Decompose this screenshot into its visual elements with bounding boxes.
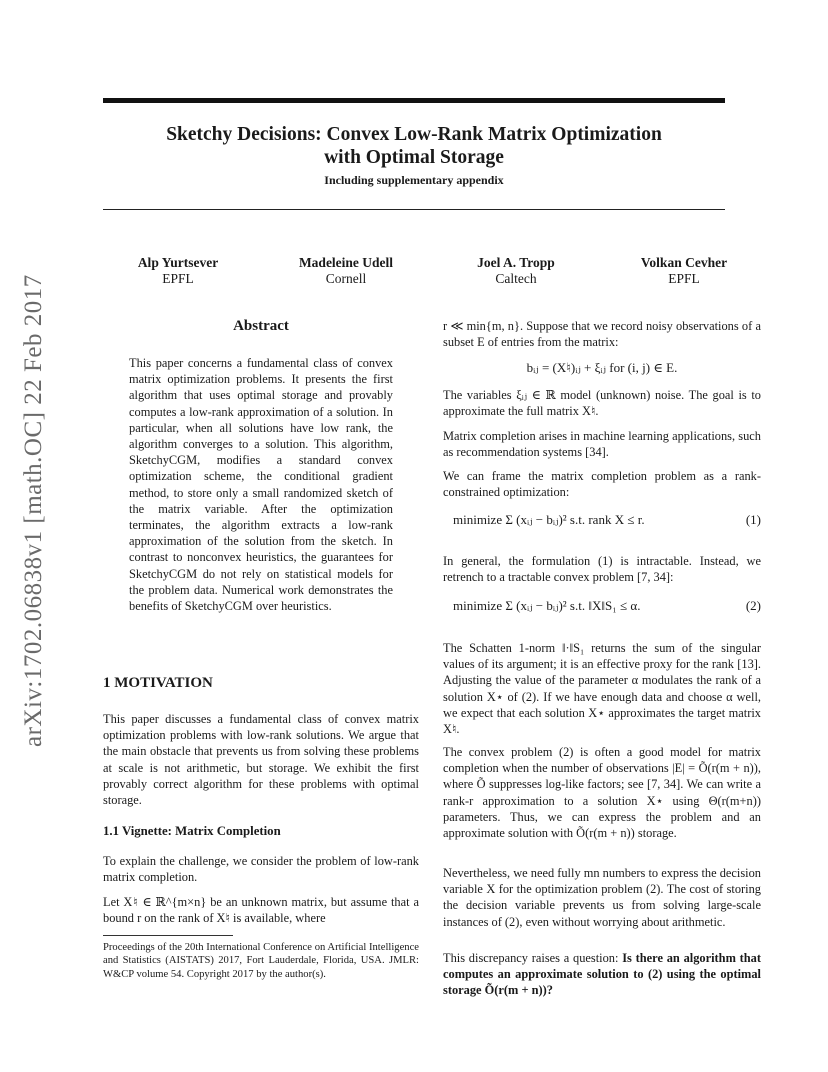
title-top-rule: [103, 98, 725, 103]
abstract-heading: Abstract: [233, 318, 289, 334]
right-paragraph-4: We can frame the matrix completion problem as a rank-constrained optimization:: [443, 469, 761, 500]
equation-2-number: (2): [745, 598, 761, 613]
author-4: [599, 255, 769, 287]
observation-equation: bᵢⱼ = (X♮)ᵢⱼ + ξᵢⱼ for (i, j) ∈ E.: [526, 360, 678, 375]
author-name: Alp Yurtsever: [137, 255, 219, 270]
question-lead: This discrepancy raises a question:: [443, 951, 619, 965]
footnote: Proceedings of the 20th International Conference on Artificial Intelligence and Statistics (AISTATS) 2017, Fort Lauderdale, Florida, USA. JMLR: W&CP volume 54. Copyright 2017 by the author(s).: [103, 942, 419, 980]
equation-2-body: minimize Σ (xᵢⱼ − bᵢⱼ)² s.t. ‖X‖S₁ ≤ α.: [453, 598, 641, 613]
right-paragraph-8: Nevertheless, we need fully mn numbers to express the decision variable X for the optimization problem (2). The cost of storing the decision variable prevents us from solving large-scale instances of (2), even without worrying about arithmetic.: [443, 866, 761, 929]
arxiv-side-stamp: arXiv:1702.06838v1 [math.OC] 22 Feb 2017: [20, 274, 47, 747]
right-paragraph-2: The variables ξᵢⱼ ∈ ℝ model (unknown) noise. The goal is to approximate the full matrix X♮.: [443, 388, 761, 419]
equation-1: [453, 512, 761, 528]
subsection-1-1-heading: 1.1 Vignette: Matrix Completion: [103, 824, 281, 838]
author-affiliation: Cornell: [325, 271, 367, 286]
author-name: Madeleine Udell: [298, 255, 394, 270]
author-2: [261, 255, 431, 287]
author-name: Volkan Cevher: [640, 255, 728, 270]
title-bottom-rule: [103, 209, 725, 210]
author-affiliation: EPFL: [668, 271, 700, 286]
vignette-paragraph: To explain the challenge, we consider the problem of low-rank matrix completion.: [103, 854, 419, 885]
title-line-1: Sketchy Decisions: Convex Low-Rank Matrix Optimization: [166, 124, 662, 145]
right-paragraph-5: In general, the formulation (1) is intractable. Instead, we retrench to a tractable convex problem [7, 34]:: [443, 554, 761, 585]
equation-2: [453, 598, 761, 614]
section-1-heading: 1 MOTIVATION: [103, 675, 213, 691]
author-affiliation: EPFL: [162, 271, 194, 286]
question-bold: Is there an algorithm that computes an approximate solution to (2) using the optimal storage Õ(r(m + n))?: [443, 951, 762, 998]
right-paragraph-3: Matrix completion arises in machine learning applications, such as recommendation systems [34].: [443, 429, 761, 460]
author-name: Joel A. Tropp: [477, 255, 555, 270]
title-line-2: with Optimal Storage: [324, 147, 504, 168]
section-1-paragraph: This paper discusses a fundamental class of convex matrix optimization problems with low-rank solutions. We argue that the main obstacle that prevents us from solving these problems at scale is not arithmetic, but storage. We exhibit the first provably correct algorithm for these problems with optimal storage.: [103, 712, 419, 808]
author-affiliation: Caltech: [495, 271, 537, 286]
equation-1-number: (1): [745, 512, 761, 527]
author-3: [431, 255, 601, 287]
footnote-rule: [103, 935, 233, 936]
paper-title: [103, 123, 725, 169]
right-paragraph-1: r ≪ min{m, n}. Suppose that we record noisy observations of a subset E of entries from the matrix:: [443, 319, 761, 350]
right-paragraph-7: The convex problem (2) is often a good model for matrix completion when the number of observations |E| = Õ(r(m + n)), where Õ suppresses log-like factors; see [7, 34]. We can write a rank-r approximation to a solution X⋆ using Θ(r(m+n)) parameters. Thus, we can express the problem and an approximate solution with Õ(r(m + n)) storage.: [443, 745, 761, 841]
right-paragraph-9: [443, 950, 761, 999]
abstract-text: This paper concerns a fundamental class of convex matrix optimization problems. It presents the first algorithm that uses optimal storage and provably computes a low-rank approximation of a solution. In particular, when all solutions have low rank, the algorithm converges to a solution. This algorithm, SketchyCGM, modifies a standard convex optimization scheme, the conditional gradient method, to store only a small randomized sketch of the matrix variable. After the optimization terminates, the algorithm extracts a low-rank approximation of the solution from the sketch. In contrast to nonconvex heuristics, the guarantees for SketchyCGM do not rely on statistical models for the problem data. Numerical work demonstrates the benefits of SketchyCGM over heuristics.: [129, 356, 393, 614]
let-paragraph: Let X♮ ∈ ℝ^{m×n} be an unknown matrix, but assume that a bound r on the rank of X♮ is available, where: [103, 895, 419, 926]
right-paragraph-6: The Schatten 1-norm ‖·‖S₁ returns the sum of the singular values of its argument; it is an effective proxy for the rank [13]. Adjusting the value of the parameter α modulates the rank of a solution X⋆ of (2). If we have enough data and choose α well, we expect that each solution X⋆ approximates the target matrix X♮.: [443, 641, 761, 737]
author-1: [93, 255, 263, 287]
paper-subtitle: Including supplementary appendix: [324, 173, 504, 187]
equation-1-body: minimize Σ (xᵢⱼ − bᵢⱼ)² s.t. rank X ≤ r.: [453, 512, 645, 527]
